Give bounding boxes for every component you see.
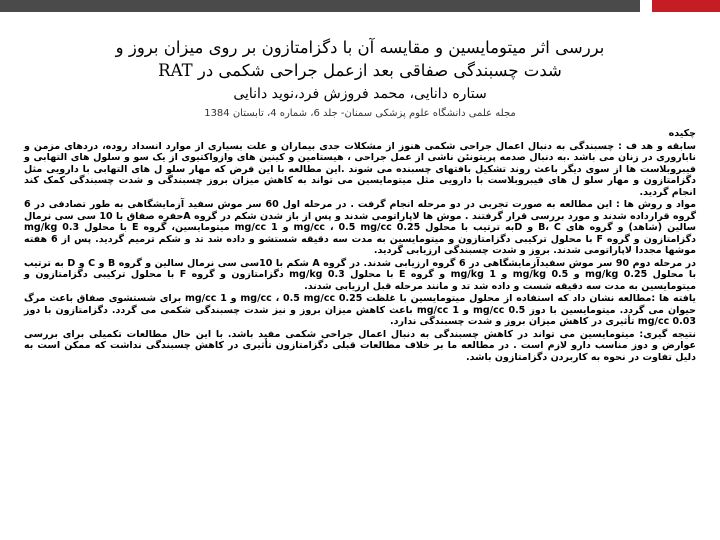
paper-title (24, 36, 696, 82)
journal-citation: مجله علمی دانشگاه علوم پزشکی سمنان- جلد 6، شماره 4، تابستان 1384 (204, 108, 516, 119)
authors: ستاره دانایی، محمد فروزش فرد،نوید دانایی (233, 86, 487, 102)
top-bar-red-segment (652, 0, 720, 12)
title-line-2: شدت چسبندگی صفاقی بعد ازعمل جراحی شکمی در RAT (158, 61, 562, 80)
abstract-conclusion: نتیجه گیری: میتومایسین می تواند در کاهش چسبندگی به دنبال اعمال جراحی شکمی مفید باشد. با این حال مطالعات تکمیلی برای بررسی عوارض و دوز مناسب دارو لازم است . در مطالعه ما بر خلاف مطالعات قبلی دگزامتازون تأثیری در کاهش چسبندگی نداشت که ممکن است به دلیل تفاوت در نحوه به کاربردن دگزامتازون باشد. (24, 328, 696, 363)
slide-content (24, 36, 696, 530)
top-bar-dark-segment (0, 0, 640, 12)
abstract (24, 128, 696, 363)
abstract-heading: چکیده (668, 128, 696, 139)
abstract-methods-stage-1: مواد و روش ها : این مطالعه به صورت تجربی در دو مرحله انجام گرفت . در مرحله اول 60 سر موش سفید آزمایشگاهی به طور تصادفی در 6 گروه قرارداده شدند و مورد بررسی قرار گرفتند . موش ها لاپاراتومی شدند و پس از باز شدن شکم در گروه Aحفره صفاق با 10 سی سی نرمال سالین (شاهد) و گروه های B، C و Dبه ترتیب با محلول 0.25 mg/cc ، 0.5 mg/cc و 1 mg/cc میتومایسین، گروه E با محلول 0.3 mg/kg دگزامتازون و گروه F با محلول ترکیبی دگزامتازون و میتومایسین به مدت سه دقیقه شستشو و داده شد تد و شکم ترمیم گردید. پس از 6 هفته موشها مجددا لاپاراتومی شدند. بروز و شدت چسبندگی ارزیابی گردید. (24, 199, 696, 256)
title-line-1: بررسی اثر میتومایسین و مقایسه آن با دگزامتازون بر روی میزان بروز و (115, 38, 605, 57)
top-decoration-bar (0, 0, 720, 14)
abstract-background: سابقه و هد ف : چسبندگی به دنبال اعمال جراحی شکمی هنوز از مشکلات جدی بیماران و علت بسیاری از موارد انسداد روده، دردهای مزمن و ناباروری در زنان می باشد .به دنبال صدمه پریتونئن ناشی از عمل جراحی ، هیستامین و کینین های وازواکتیوی از یک سو و سلول های التهابی و فیبروبلاست ها از سوی دیگر باعث روند تشکیل بافتهای چسبنده می شوند .این مطالعه با این فرض که مهار سلو ل های التهابی با دارویی مثل دگزامتازون و مهار سلو ل های فیبروبلاست با دارویی مثل میتومایسین می تواند به کاهش میزان بروز چسبندگی و شدت چسبندگی کمک کند انجام گردید. (24, 140, 696, 198)
abstract-results: یافته ها :مطالعه نشان داد که استفاده از محلول میتومایسین با غلظت 0.25 mg/cc ، 0.5 mg/cc و 1 mg/cc برای شستشوی صفاق باعث مرگ حیوان می گردد. میتومایسین با دوز 0.5 mg/cc و 1 mg/cc باعث کاهش میزان بروز و نیز شدت چسبندگی شکمی می گردد. دگزامتازون با دوز 0.03 mg/cc تأثیری در کاهش میزان بروز و شدت چسبندگی ندارد. (24, 293, 697, 327)
abstract-methods-stage-2: در مرحله دوم 90 سر موش سفیدآزمایشگاهی در 6 گروه ارزیابی شدند. در گروه A شکم با 10سی سی نرمال سالین و گروه B و C و D به ترتیب با محلول 0.25 mg/kg و 0.5 mg/kg و 1 mg/kg و گروه E با محلول 0.3 mg/kg دگزامتازون و گروه F با محلول ترکیبی دگزامتازون و میتومایسین به مدت سه دقیقه شست و داده شد تد و مانند مرحله قبل ارزیابی شدند. (24, 257, 697, 292)
